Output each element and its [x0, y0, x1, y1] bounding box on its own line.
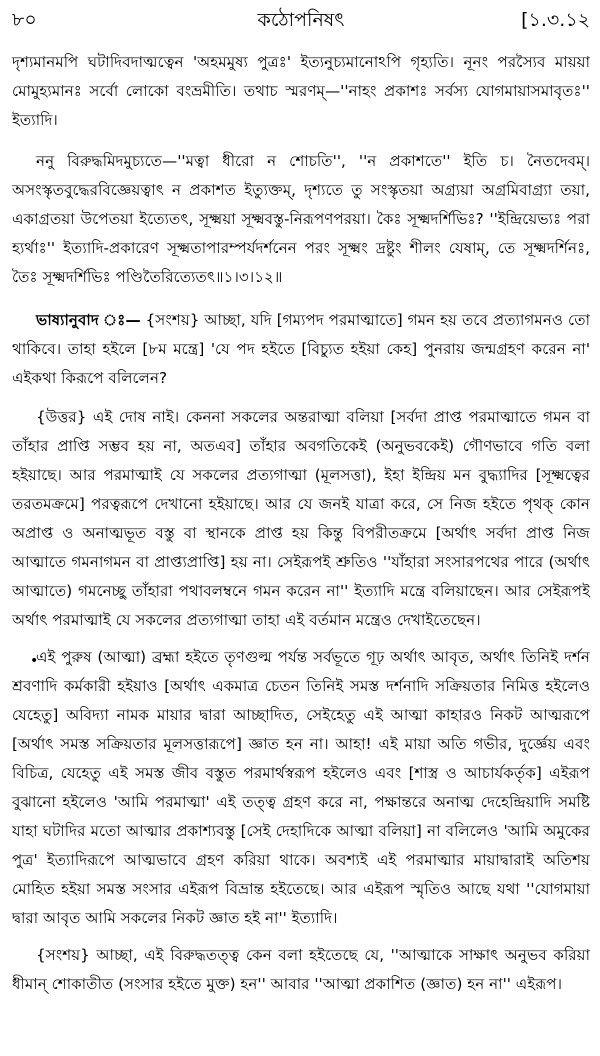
translation-label: ভাষ্যানুবাদ ঃ— — [36, 311, 141, 329]
doubt-paragraph: {সংশয়} আচ্ছা, এই বিরুদ্ধতত্ত্ব কেন বলা হইতেছে যে, ''আত্মাকে সাক্ষাৎ অনুভব করিয়া ধীমান্ শোকাতীত (সংসার হইতে মুক্ত) হন'' আবার ''আত্মা প্রকাশিত (জ্ঞাত) হন না'' এইরূপ। — [12, 946, 590, 993]
page-number: ৮০ — [12, 9, 37, 31]
sanskrit-commentary-paragraph: ননু বিরুদ্ধমিদমুচ্যতে—''মত্বা ধীরো ন শোচতি'', ''ন প্রকাশতে'' ইতি চ। নৈতদেবম্। অসংস্কৃতবুদ্ধেরবিজ্ঞেয়ত্বাৎ ন প্রকাশত ইত্যুক্তম্, দৃশ্যতে তু সংস্কৃতয়া অগ্র্যয়া অগ্রমিবাগ্র্যা তয়া, একাগ্রতয়া উপেতয়া ইত্যেতৎ, সূক্ষ্ময়া সূক্ষ্মবস্তু-নিরূপণপরয়া। কৈঃ সূক্ষ্মদর্শিভিঃ? ''ইন্দ্রিয়েভ্যঃ পরা হ্যর্থাঃ'' ইত্যাদি-প্রকারেণ সূক্ষ্মতাপারম্পর্যদর্শনেন পরং সূক্ষ্মং দ্রষ্টুং শীলং যেষাম্, তে সূক্ষ্মদর্শিনঃ, তৈঃ সূক্ষ্মদর্শিভিঃ পণ্ডিতৈরিত্যেতৎ॥১।৩।১২॥ — [12, 152, 590, 286]
explanation-section — [12, 643, 590, 933]
translation-doubt-paragraph — [12, 306, 590, 393]
translation-answer-paragraph: {উত্তর} এই দোষ নাই। কেননা সকলের অন্তরাত্মা বলিয়া [সর্বদা প্রাপ্ত পরমাত্মাতে গমন বা তাঁহার প্রাপ্তি সম্ভব হয় না, অতএব] তাঁহার অবগতিকেই (অনুভবকেই) গৌণভাবে গতি বলা হইয়াছে। আর পরমাত্মাই যে সকলের প্রত্যগাত্মা (মূলসত্তা), ইহা ইন্দ্রিয় মন বুদ্ধ্যাদির [সূক্ষ্মত্বের তরতমক্রমে] পরত্বরূপে দেখানো হইয়াছে। আর যে জনই যাত্রা করে, সে নিজ হইতে পৃথক্ কোন অপ্রাপ্ত ও অনাত্মভূত বস্তু বা স্থানকে প্রাপ্ত হয় কিন্তু বিপরীতক্রমে [অর্থাৎ সর্বদা প্রাপ্ত নিজ আত্মাতে গমনাগমন বা প্রাপ্ত্যপ্রাপ্তি] হয় না। সেইরূপই শ্রুতিও ''যাঁহারা সংসারপথের পারে (অর্থাৎ আত্মাতে) গমনেচ্ছু তাঁহারা পথাবলম্বনে গমন করেন না'' ইত্যাদি মন্ত্রে বলিয়াছেন। আর সেইরূপই অর্থাৎ পরমাত্মাই যে সকলের প্রত্যগাত্মা তাহা এই বর্তমান মন্ত্রেও দেখাইতেছেন। — [12, 408, 590, 629]
bullet-marker: • — [30, 653, 39, 669]
page-header — [12, 0, 590, 44]
verse-reference: [১.৩.১২ — [521, 9, 590, 31]
page-title: কঠোপনিষৎ — [257, 9, 345, 31]
explanation-paragraph: এই পুরুষ (আত্মা) ব্রহ্মা হইতে তৃণগুল্ম পর্যন্ত সর্বভূতে গূঢ় অর্থাৎ আবৃত, অর্থাৎ তিনিই দর্শন শ্রবণাদি কর্মকারী হইয়াও [অর্থাৎ একমাত্র চেতন তিনিই সমস্ত দর্শনাদি সক্রিয়তার নিমিত্ত হইলেও যেহেতু] অবিদ্যা নামক মায়ার দ্বারা আচ্ছাদিত, সেইহেতু এই আত্মা কাহারও নিকট আত্মরূপে [অর্থাৎ সমস্ত সক্রিয়তার মূলসত্তারূপে] জ্ঞাত হন না। আহা! এই মায়া অতি গভীর, দুর্জ্ঞেয় এবং বিচিত্র, যেহেতু এই সমস্ত জীব বস্তুত পরমার্থস্বরূপ হইলেও এবং [শাস্ত্র ও আচার্যকর্তৃক] এইরূপ বুঝানো হইলেও 'আমি পরমাত্মা' এই তত্ত্ব গ্রহণ করে না, পক্ষান্তরে অনাত্ম দেহেন্দ্রিয়াদি সমষ্টি যাহা ঘটাদির মতো আত্মার প্রকাশ্যবস্তু [সেই দেহাদিকে আত্মা বলিয়া] না বলিলেও 'আমি অমুকের পুত্র' ইত্যাদিরূপে আত্মভাবে গ্রহণ করিয়া থাকে। অবশ্যই এই পরমাত্মার মায়াদ্বারাই অতিশয় মোহিত হইয়া সমস্ত সংসার এইরূপ বিভ্রান্ত হইতেছে। আর এইরূপ স্মৃতিও আছে যথা ''যোগমায়া দ্বারা আবৃত আমি সকলের নিকট জ্ঞাত হই না'' ইত্যাদি। — [12, 648, 590, 927]
translation-doubt-text: {সংশয়} আচ্ছা, যদি [গম্যপদ পরমাত্মাতে] গমন হয় তবে প্রত্যাগমনও তো থাকিবে। তাহা হইলে [৮ম মন্ত্রে] 'যে পদ হইতে [বিচ্যুত হইয়া কেহ] পুনরায় জন্মগ্রহণ করেন না' এইকথা কিরূপে বলিলেন? — [12, 311, 590, 387]
sanskrit-commentary-continued: দৃশ্যমানমপি ঘটাদিবদাত্মত্বেন 'অহমমুষ্য পুত্রঃ' ইত্যনুচ্যমানোঽপি গৃহ্যতি। নূনং পরস্যৈব মায়য়া মোমুহ্যমানঃ সর্বো লোকো বংভ্রমীতি। তথাচ স্মরণম্—''নাহং প্রকাশঃ সর্বস্য যোগমায়াসমাবৃতঃ'' ইত্যাদি। — [12, 53, 590, 129]
